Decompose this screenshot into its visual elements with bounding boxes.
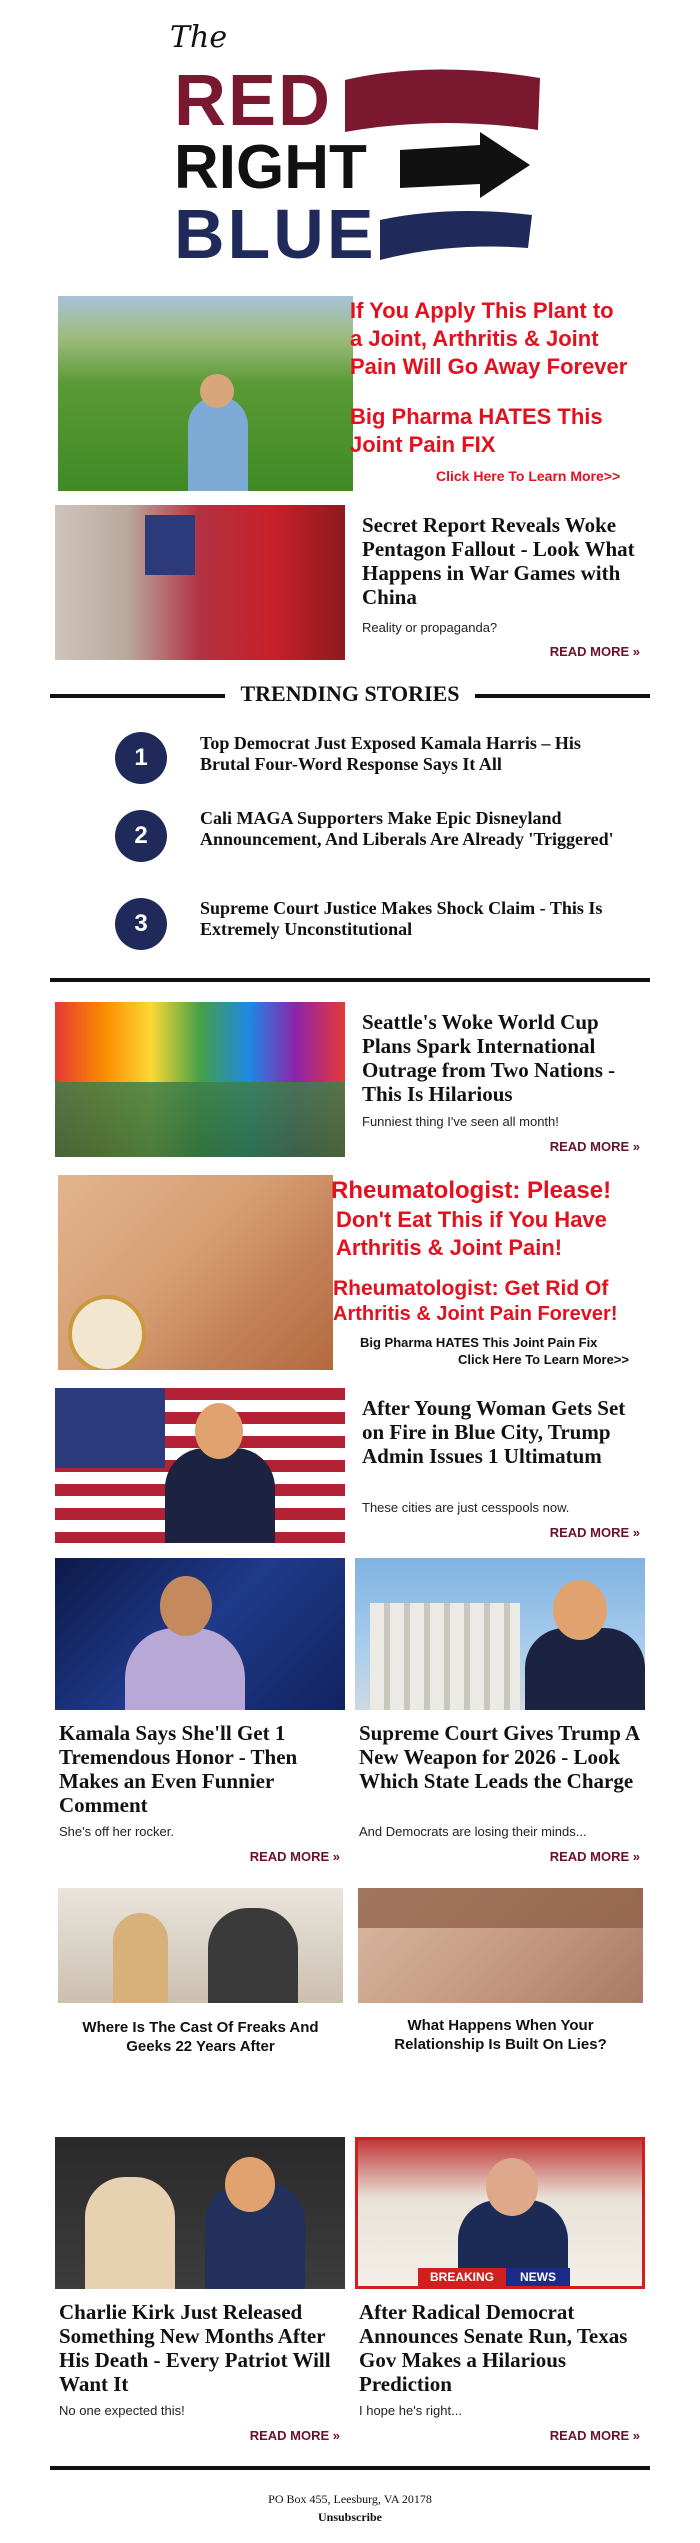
- face: [225, 2157, 275, 2212]
- trending-item[interactable]: [110, 808, 650, 878]
- person-left: [113, 1913, 168, 2003]
- story-card[interactable]: [55, 1388, 645, 1548]
- story-headline[interactable]: Kamala Says She'll Get 1 Tremendous Honor - Then Makes an Even Funnier Comment: [59, 1721, 298, 1817]
- breaking-label: BREAKING: [418, 2268, 506, 2286]
- story-image-texas-gov: [355, 2137, 645, 2289]
- farmer-head: [200, 374, 234, 408]
- trending-rule-right: [475, 694, 650, 698]
- trending-item-title[interactable]: Cali MAGA Supporters Make Epic Disneyland Announcement, And Liberals Are Already 'Triggered': [200, 808, 614, 849]
- read-more-link[interactable]: READ MORE »: [549, 2428, 640, 2443]
- footer-divider: [50, 2466, 650, 2470]
- ad2-line3: Arthritis & Joint Pain!: [336, 1235, 563, 1260]
- promo-card[interactable]: [58, 1888, 343, 2058]
- read-more-link[interactable]: READ MORE »: [549, 1139, 640, 1154]
- story-headline[interactable]: Seattle's Woke World Cup Plans Spark International Outrage from Two Nations - This Is Hilarious: [362, 1010, 616, 1106]
- footer-address: PO Box 455, Leesburg, VA 20178: [268, 2492, 432, 2506]
- ad2-line2: Don't Eat This if You Have: [336, 1207, 607, 1232]
- read-more-link[interactable]: READ MORE »: [549, 1849, 640, 1864]
- story-headline[interactable]: Supreme Court Gives Trump A New Weapon for 2026 - Look Which State Leads the Charge: [359, 1721, 640, 1793]
- story-image-supreme-court: [355, 1558, 645, 1710]
- story-card[interactable]: [55, 2137, 345, 2447]
- promo-caption[interactable]: What Happens When Your Relationship Is Built On Lies?: [394, 2017, 607, 2053]
- ad2-line1: Rheumatologist: Please!: [331, 1177, 612, 1204]
- farmer-figure: [188, 396, 248, 491]
- trending-number: 3: [115, 898, 167, 950]
- read-more-link[interactable]: READ MORE »: [549, 644, 640, 659]
- logo-red: RED: [174, 61, 333, 141]
- trending-item-title[interactable]: Supreme Court Justice Makes Shock Claim - This Is Extremely Unconstitutional: [200, 898, 603, 939]
- story-card[interactable]: [355, 1558, 645, 1868]
- unsubscribe-link[interactable]: Unsubscribe: [317, 2510, 382, 2524]
- logo-right: RIGHT: [174, 133, 367, 202]
- story-card[interactable]: [55, 1002, 645, 1162]
- trending-number: 2: [115, 810, 167, 862]
- ad1-line5: Joint Pain FIX: [350, 432, 496, 457]
- news-label: NEWS: [506, 2268, 570, 2286]
- figure: [125, 1628, 245, 1710]
- face: [195, 1403, 243, 1459]
- promo-card[interactable]: [358, 1888, 643, 2078]
- story-dek: Funniest thing I've seen all month!: [362, 1114, 559, 1129]
- story-image-charlie-kirk: [55, 2137, 345, 2289]
- ad1-line1: If You Apply This Plant to: [350, 298, 614, 323]
- person-right: [208, 1908, 298, 2003]
- logo-the: The: [170, 20, 228, 55]
- story-dek: And Democrats are losing their minds...: [359, 1824, 587, 1839]
- ad-image-field: [58, 296, 353, 491]
- face: [160, 1576, 212, 1636]
- section-divider: [50, 978, 650, 982]
- story-dek: I hope he's right...: [359, 2403, 462, 2418]
- ad2-line6: Big Pharma HATES This Joint Pain Fix: [360, 1335, 598, 1350]
- trending-item[interactable]: [110, 896, 650, 956]
- ad2-line5: Arthritis & Joint Pain Forever!: [333, 1303, 618, 1325]
- ad1-line3: Pain Will Go Away Forever: [350, 354, 628, 379]
- logo[interactable]: [170, 20, 540, 273]
- face: [486, 2158, 538, 2216]
- hair: [358, 1888, 643, 1928]
- logo-blue: BLUE: [174, 195, 377, 273]
- story-image-trump-pointing: [55, 1388, 345, 1543]
- crowd: [55, 1082, 345, 1157]
- story-headline[interactable]: After Radical Democrat Announces Senate Run, Texas Gov Makes a Hilarious Prediction: [359, 2300, 628, 2396]
- read-more-link[interactable]: READ MORE »: [249, 2428, 340, 2443]
- story-card[interactable]: [55, 1558, 345, 1868]
- trending-title: TRENDING STORIES: [240, 681, 460, 706]
- ad1-cta[interactable]: Click Here To Learn More>>: [436, 468, 621, 484]
- court-building: [370, 1603, 520, 1710]
- story-headline[interactable]: Charlie Kirk Just Released Something New Months After His Death - Every Patriot Will Want It: [59, 2300, 331, 2396]
- ad-rheumatologist[interactable]: [58, 1175, 648, 1375]
- story-dek: Reality or propaganda?: [362, 620, 498, 635]
- breaking-news-banner: [418, 2268, 598, 2286]
- story-headline[interactable]: Secret Report Reveals Woke Pentagon Fallout - Look What Happens in War Games with China: [362, 513, 635, 609]
- story-image-kamala: [55, 1558, 345, 1710]
- flag-canton: [55, 1388, 165, 1468]
- ad-joint-plant[interactable]: [58, 296, 648, 496]
- read-more-link[interactable]: READ MORE »: [549, 1525, 640, 1540]
- flag-stars: [145, 515, 195, 575]
- face: [553, 1580, 607, 1640]
- promo-caption[interactable]: Where Is The Cast Of Freaks And Geeks 22 Years After: [82, 2019, 319, 2055]
- ad1-line2: a Joint, Arthritis & Joint: [350, 326, 599, 351]
- ad-image-knee: [58, 1175, 333, 1370]
- story-dek: She's off her rocker.: [59, 1824, 174, 1839]
- person-left: [85, 2177, 175, 2289]
- story-image-pride-parade: [55, 1002, 345, 1157]
- trending-rule-left: [50, 694, 225, 698]
- trending-item-title[interactable]: Top Democrat Just Exposed Kamala Harris – His Brutal Four-Word Response Says It All: [200, 733, 581, 774]
- suit-figure: [525, 1628, 645, 1710]
- ad1-line4: Big Pharma HATES This: [350, 404, 603, 429]
- story-dek: No one expected this!: [59, 2403, 185, 2418]
- story-card[interactable]: [355, 2137, 645, 2447]
- ad2-cta[interactable]: Click Here To Learn More>>: [458, 1352, 629, 1367]
- trending-number: 1: [115, 732, 167, 784]
- read-more-link[interactable]: READ MORE »: [249, 1849, 340, 1864]
- promo-image-cast: [58, 1888, 343, 2003]
- story-headline[interactable]: After Young Woman Gets Set on Fire in Blue City, Trump Admin Issues 1 Ultimatum: [362, 1396, 626, 1468]
- trending-item[interactable]: [110, 730, 650, 790]
- story-dek: These cities are just cesspools now.: [362, 1500, 570, 1515]
- suit-figure: [165, 1448, 275, 1543]
- story-card[interactable]: [55, 505, 645, 665]
- story-image-trump-xi: [55, 505, 345, 660]
- ad2-line4: Rheumatologist: Get Rid Of: [333, 1277, 609, 1300]
- jar: [68, 1295, 146, 1370]
- promo-image-tears: [358, 1888, 643, 2003]
